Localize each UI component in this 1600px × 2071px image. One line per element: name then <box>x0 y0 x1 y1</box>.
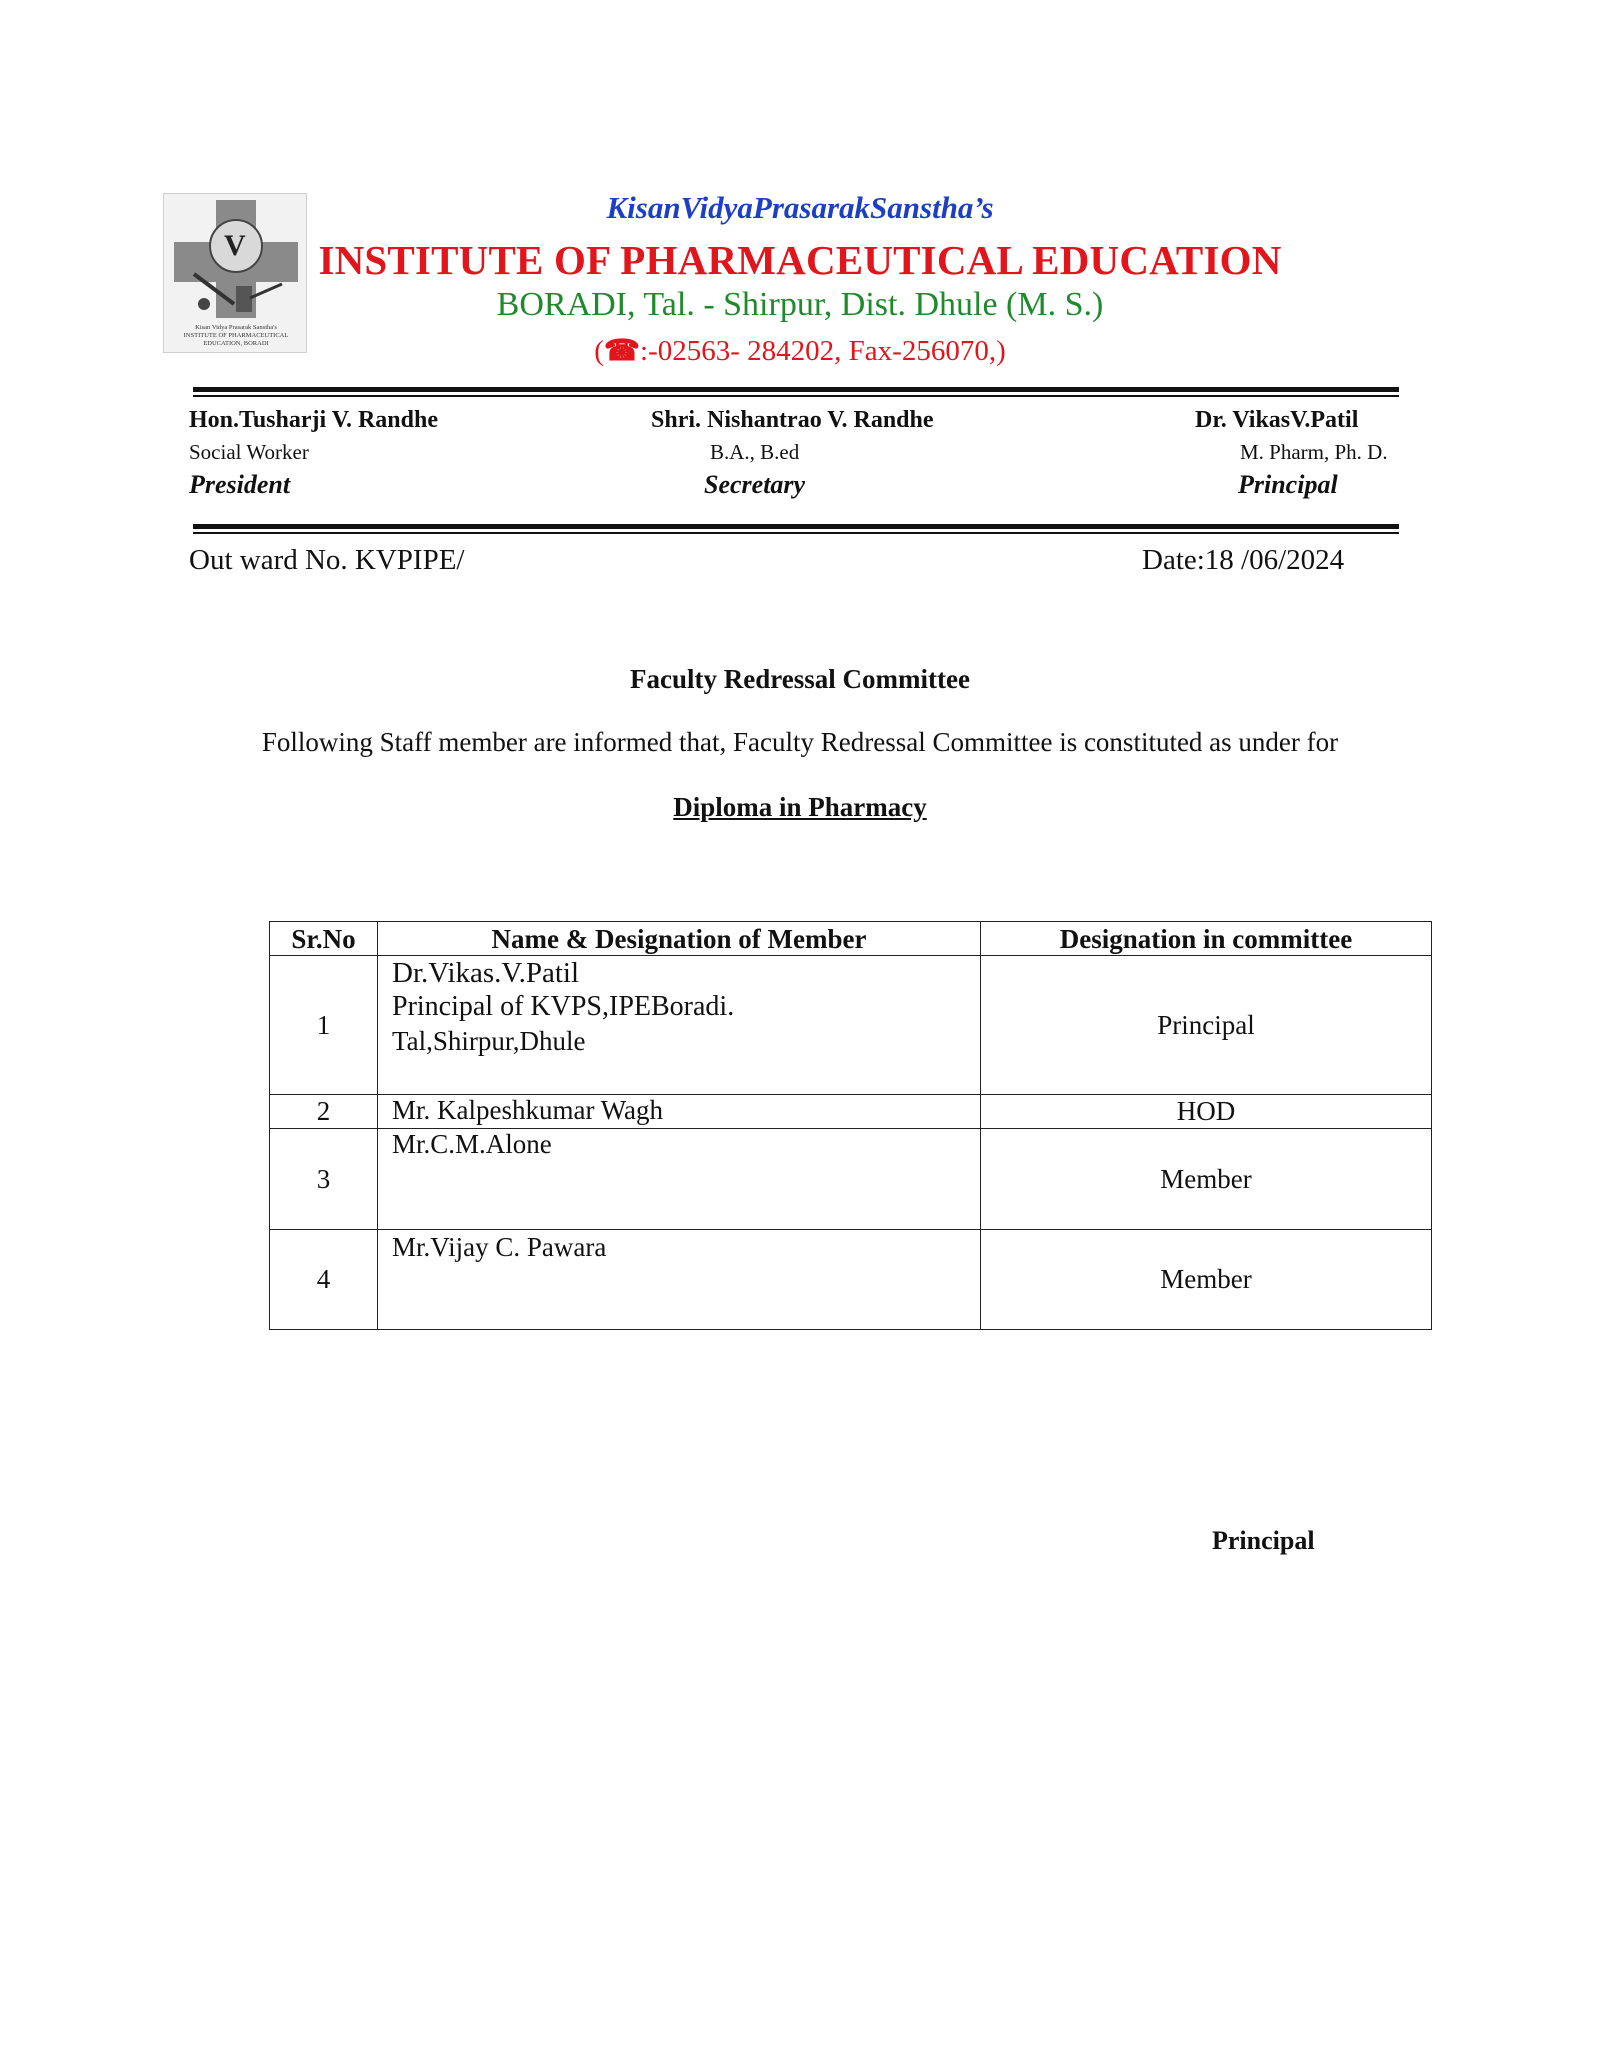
secretary-name: Shri. Nishantrao V. Randhe <box>651 407 934 433</box>
logo-letter: V <box>224 229 246 262</box>
officers-rule-thin <box>193 532 1399 534</box>
table-row <box>270 1095 1432 1129</box>
member-location: Tal,Shirpur,Dhule <box>392 1026 586 1056</box>
organization-name: KisanVidyaPrasarakSanstha’s <box>606 190 994 225</box>
signature-principal: Principal <box>1212 1526 1315 1555</box>
secretary-title: Secretary <box>704 470 806 499</box>
logo-caption-line-3: EDUCATION, BORADI <box>203 340 269 347</box>
header-rule-thin <box>193 395 1399 397</box>
row-committee-role: Principal <box>981 956 1432 1095</box>
address-text: BORADI, Tal. - Shirpur, Dist. Dhule (M. S.) <box>496 286 1104 323</box>
logo-caption-line-2: INSTITUTE OF PHARMACEUTICAL <box>183 332 289 339</box>
president-qualification: Social Worker <box>189 440 309 464</box>
institute-address <box>0 286 1600 324</box>
table-header-row <box>270 922 1432 956</box>
row-committee-role: HOD <box>981 1095 1432 1129</box>
officers-rule-thick <box>193 524 1399 529</box>
logo-caption-line-1: Kisan Vidya Prasarak Sanstha's <box>195 324 277 331</box>
header-sr-no: Sr.No <box>270 922 378 956</box>
member-designation: Principal of KVPS,IPEBoradi. <box>392 991 735 1022</box>
row-sr-no: 1 <box>270 956 378 1095</box>
member-name: Mr. Kalpeshkumar Wagh <box>392 1095 664 1125</box>
phone-text: :-02563- 284202, Fax-256070,) <box>640 335 1006 367</box>
header-designation: Designation in committee <box>981 922 1432 956</box>
program-title: Diploma in Pharmacy <box>673 792 927 822</box>
row-member <box>378 1230 981 1330</box>
president-name: Hon.Tusharji V. Randhe <box>189 407 438 433</box>
row-sr-no: 2 <box>270 1095 378 1129</box>
outward-number: Out ward No. KVPIPE/ <box>189 544 465 576</box>
row-committee-role: Member <box>981 1129 1432 1230</box>
row-sr-no: 4 <box>270 1230 378 1330</box>
row-member <box>378 1095 981 1129</box>
member-name: Mr.Vijay C. Pawara <box>392 1232 607 1262</box>
secretary-qualification: B.A., B.ed <box>710 440 800 464</box>
subject-heading: Faculty Redressal Committee <box>630 664 970 694</box>
header-member: Name & Designation of Member <box>378 922 981 956</box>
member-name: Dr.Vikas.V.Patil <box>392 957 580 989</box>
contact-line <box>0 333 1600 368</box>
table-row <box>270 1230 1432 1330</box>
phone-open: ( <box>594 335 604 367</box>
president-title: President <box>189 470 291 499</box>
principal-qualification: M. Pharm, Ph. D. <box>1240 440 1388 464</box>
intro-paragraph: Following Staff member are informed that, Faculty Redressal Committee is constituted as under for <box>261 727 1339 757</box>
header-rule-thick <box>193 387 1399 392</box>
principal-title: Principal <box>1238 470 1338 499</box>
row-committee-role: Member <box>981 1230 1432 1330</box>
row-member <box>378 956 981 1095</box>
member-name: Mr.C.M.Alone <box>392 1129 552 1159</box>
row-sr-no: 3 <box>270 1129 378 1230</box>
table-row <box>270 956 1432 1095</box>
principal-name: Dr. VikasV.Patil <box>1195 407 1359 433</box>
letter-date: Date:18 /06/2024 <box>1142 544 1345 576</box>
committee-table <box>269 921 1432 1330</box>
phone-icon: ☎ <box>603 335 641 367</box>
table-row <box>270 1129 1432 1230</box>
institute-name: INSTITUTE OF PHARMACEUTICAL EDUCATION <box>318 237 1282 283</box>
row-member <box>378 1129 981 1230</box>
